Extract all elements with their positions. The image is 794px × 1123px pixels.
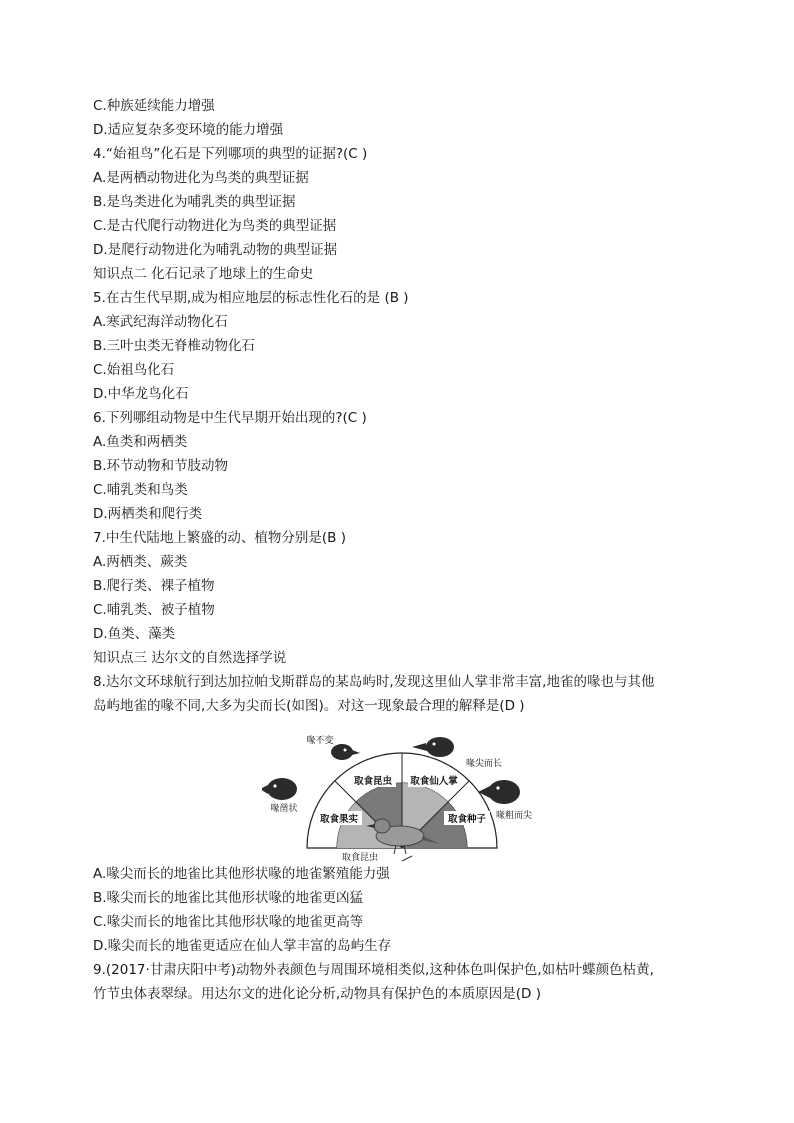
label-eat-seeds: 取食种子 [447, 814, 487, 825]
text-line: D.喙尖而长的地雀更适应在仙人掌丰富的岛屿生存 [93, 938, 392, 954]
label-eat-insects-bottom: 取食昆虫 [341, 853, 379, 863]
text-line: B.喙尖而长的地雀比其他形状喙的地雀更凶猛 [93, 890, 364, 906]
text-line: D.是爬行动物进化为哺乳动物的典型证据 [93, 242, 338, 258]
text-line: 竹节虫体表翠绿。用达尔文的进化论分析,动物具有保护色的本质原因是(D ) [93, 986, 542, 1002]
label-eat-cactus: 取食仙人掌 [410, 776, 458, 787]
text-line: B.三叶虫类无脊椎动物化石 [93, 338, 256, 354]
text-line: C.是古代爬行动物进化为鸟类的典型证据 [93, 218, 337, 234]
text-line: D.两栖类和爬行类 [93, 506, 203, 522]
text-line: D.中华龙鸟化石 [93, 386, 189, 402]
text-line: B.环节动物和节肢动物 [93, 458, 229, 474]
finch-beak-figure [262, 733, 544, 863]
text-line: D.适应复杂多变环境的能力增强 [93, 122, 284, 138]
finch-diagram [262, 733, 544, 863]
text-line: B.是鸟类进化为哺乳类的典型证据 [93, 194, 296, 210]
label-beak-long-sharp: 喙尖而长 [465, 759, 503, 769]
text-line: A.喙尖而长的地雀比其他形状喙的地雀繁殖能力强 [93, 866, 390, 882]
question-9: 9.(2017·甘肃庆阳中考)动物外表颜色与周围环境相类似,这种体色叫保护色,如枯叶蝶颜色枯黄, [93, 962, 654, 978]
text-line: C.种族延续能力增强 [93, 98, 215, 114]
text-line: A.寒武纪海洋动物化石 [93, 314, 228, 330]
question-5: 5.在古生代早期,成为相应地层的标志性化石的是 (B ) [93, 290, 409, 306]
question-8: 8.达尔文环球航行到达加拉帕戈斯群岛的某岛屿时,发现这里仙人掌非常丰富,地雀的喙也与其他 [93, 674, 655, 690]
twig [402, 856, 412, 861]
text-line: A.是两栖动物进化为鸟类的典型证据 [93, 170, 309, 186]
label-beak-blunt: 喙凿状 [270, 804, 298, 814]
label-eat-insects-top: 取食昆虫 [353, 776, 393, 787]
text-line: C.喙尖而长的地雀比其他形状喙的地雀更高等 [93, 914, 364, 930]
text-line: A.两栖类、蕨类 [93, 554, 188, 570]
finch-head-icon [262, 778, 297, 800]
label-eat-fruit: 取食果实 [319, 814, 359, 825]
text-line: A.鱼类和两栖类 [93, 434, 188, 450]
text-line: C.哺乳类和鸟类 [93, 482, 188, 498]
finch-head-icon [331, 744, 360, 760]
question-7: 7.中生代陆地上繁盛的动、植物分别是(B ) [93, 530, 346, 546]
question-6: 6.下列哪组动物是中生代早期开始出现的?(C ) [93, 410, 367, 426]
label-beak-thick-sharp: 喙粗而尖 [495, 811, 533, 821]
text-line: C.哺乳类、被子植物 [93, 602, 215, 618]
question-4: 4.“始祖鸟”化石是下列哪项的典型的证据?(C ) [93, 146, 368, 162]
section-heading: 知识点二 化石记录了地球上的生命史 [93, 266, 314, 282]
text-line: C.始祖鸟化石 [93, 362, 175, 378]
section-heading: 知识点三 达尔文的自然选择学说 [93, 650, 287, 666]
text-line: B.爬行类、裸子植物 [93, 578, 215, 594]
text-line: D.鱼类、藻类 [93, 626, 176, 642]
text-line: 岛屿地雀的喙不同,大多为尖而长(如图)。对这一现象最合理的解释是(D ) [93, 698, 525, 714]
label-beak-unchanged: 喙不变 [306, 736, 334, 746]
